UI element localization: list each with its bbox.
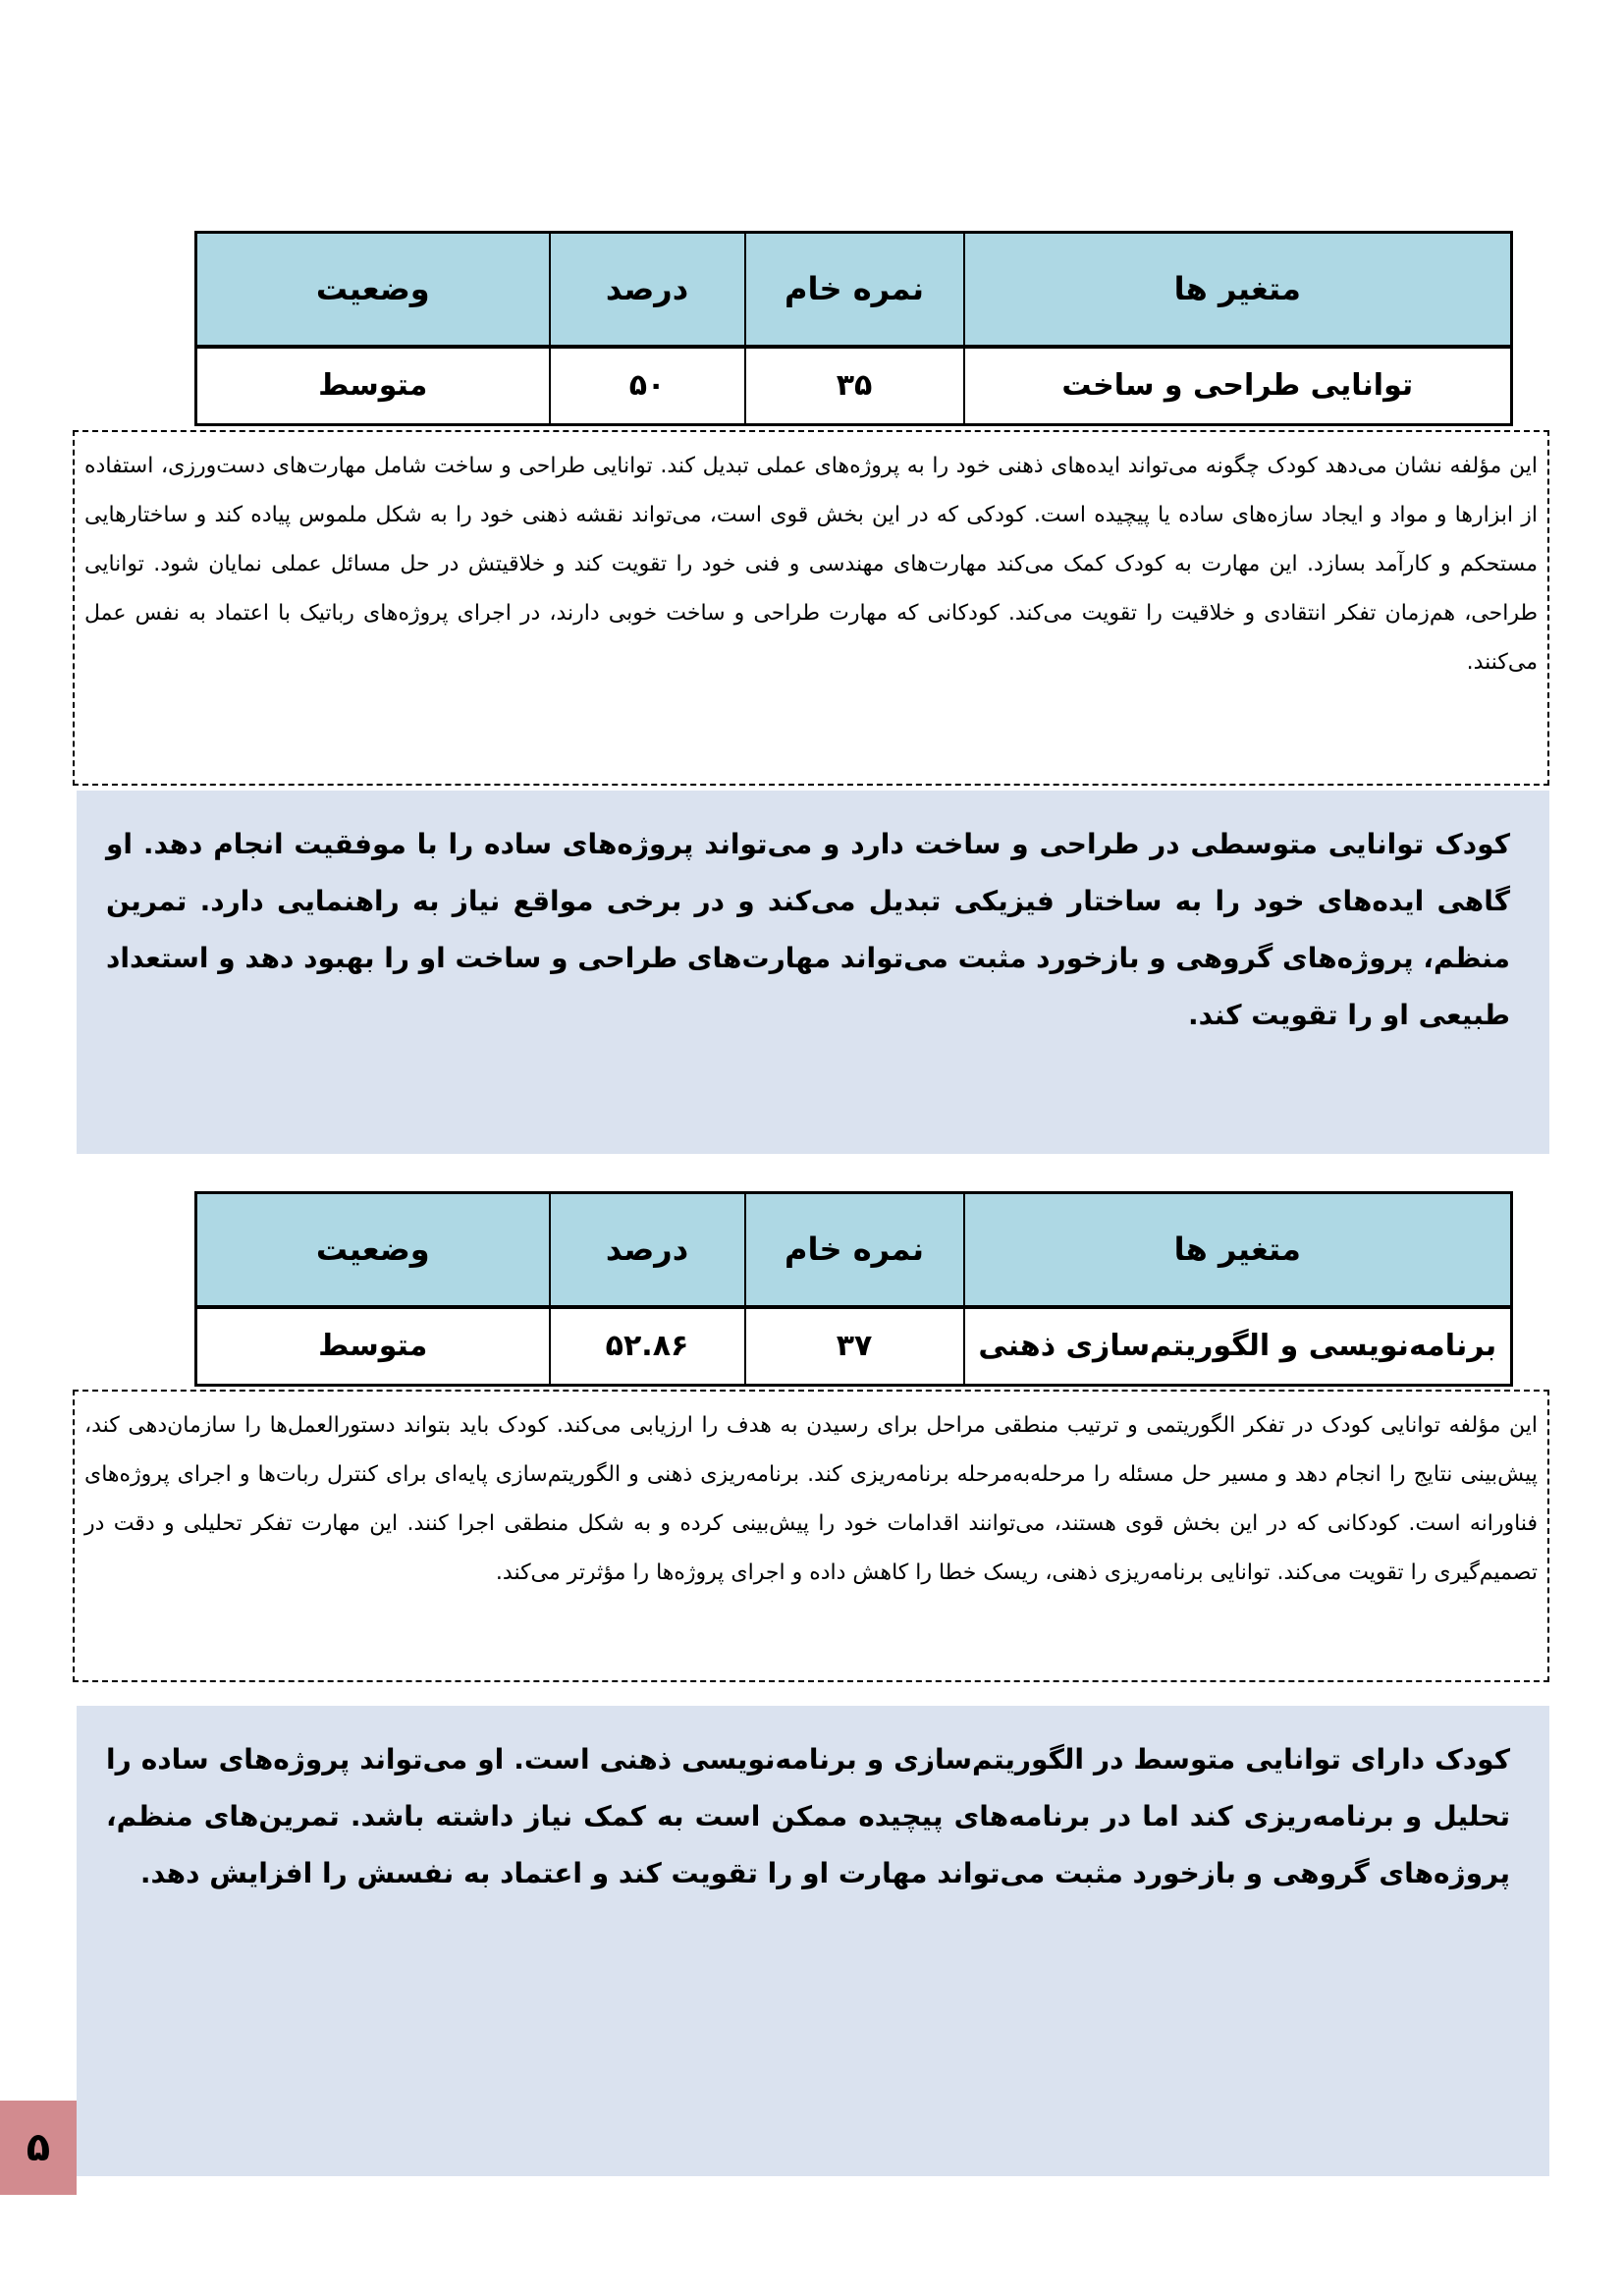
cell-variable: توانایی طراحی و ساخت bbox=[964, 347, 1512, 425]
header-percent: درصد bbox=[550, 1193, 745, 1307]
cell-variable: برنامه‌نویسی و الگوریتم‌سازی ذهنی bbox=[964, 1307, 1512, 1386]
page-number-badge bbox=[0, 2101, 77, 2195]
description-text: این مؤلفه توانایی کودک در تفکر الگوریتمی و ترتیب منطقی مراحل برای رسیدن به هدف را ارزیابی می‌کند. کودک باید بتواند دستورالعمل‌ها را سازمان‌دهی کند، پیش‌بینی نتایج را انجام دهد و مسیر حل مسئله را مرحله‌به‌مرحله برنامه‌ریزی کند. برنامه‌ریزی ذهنی و الگوریتم‌سازی پایه‌ای برای کنترل ربات‌ها و اجرای پروژه‌های فناورانه است. کودکانی که در این بخش قوی هستند، می‌توانند اقدامات خود را پیش‌بینی کرده و به شکل منطقی اجرا کنند. این مهارت تفکر تحلیلی و دقت در تصمیم‌گیری را تقویت می‌کند. توانایی برنامه‌ریزی ذهنی، ریسک خطا را کاهش داده و اجرای پروژه‌ها را مؤثرتر می‌کند. bbox=[84, 1413, 1538, 1585]
header-status: وضعیت bbox=[196, 233, 550, 347]
table-row bbox=[196, 1307, 1512, 1386]
summary-box-programming bbox=[77, 1706, 1549, 2176]
description-text: این مؤلفه نشان می‌دهد کودک چگونه می‌تواند ایده‌های ذهنی خود را به پروژه‌های عملی تبدیل کند. توانایی طراحی و ساخت شامل مهارت‌های دست‌ورزی، استفاده از ابزارها و مواد و ایجاد سازه‌های ساده یا پیچیده است. کودکی که در این بخش قوی است، می‌تواند نقشه ذهنی خود را به شکل ملموس پیاده کند و ساختارهایی مستحکم و کارآمد بسازد. این مهارت به کودک کمک می‌کند مهارت‌های مهندسی و فنی خود را تقویت کند و خلاقیتش در حل مسائل عملی نمایان شود. توانایی طراحی، هم‌زمان تفکر انتقادی و خلاقیت را تقویت می‌کند. کودکانی که مهارت طراحی و ساخت خوبی دارند، در اجرای پروژه‌های رباتیک با اعتماد به نفس عمل می‌کنند. bbox=[84, 454, 1538, 675]
cell-percent: ۵۲.۸۶ bbox=[550, 1307, 745, 1386]
cell-percent: ۵۰ bbox=[550, 347, 745, 425]
summary-box-design-build bbox=[77, 791, 1549, 1154]
table-row bbox=[196, 347, 1512, 425]
table-header-row bbox=[196, 233, 1512, 347]
summary-text: کودک توانایی متوسطی در طراحی و ساخت دارد و می‌تواند پروژه‌های ساده را با موفقیت انجام دهد. او گاهی ایده‌های خود را به ساختار فیزیکی تبدیل می‌کند و در برخی مواقع نیاز به راهنمایی دارد. تمرین منظم، پروژه‌های گروهی و بازخورد مثبت می‌تواند مهارت‌های طراحی و ساخت او را بهبود دهد و استعداد طبیعی او را تقویت کند. bbox=[106, 828, 1510, 1031]
header-raw-score: نمره خام bbox=[745, 233, 964, 347]
header-variables: متغیر ها bbox=[964, 1193, 1512, 1307]
header-raw-score: نمره خام bbox=[745, 1193, 964, 1307]
summary-text: کودک دارای توانایی متوسط در الگوریتم‌سازی و برنامه‌نویسی ذهنی است. او می‌تواند پروژه‌های ساده را تحلیل و برنامه‌ریزی کند اما در برنامه‌های پیچیده ممکن است به کمک نیاز داشته باشد. تمرین‌های منظم، پروژه‌های گروهی و بازخورد مثبت می‌تواند مهارت او را تقویت کند و اعتماد به نفسش را افزایش دهد. bbox=[106, 1743, 1510, 1889]
description-box-programming bbox=[73, 1390, 1549, 1682]
score-table-programming bbox=[194, 1191, 1513, 1387]
description-box-design-build bbox=[73, 430, 1549, 786]
cell-raw-score: ۳۷ bbox=[745, 1307, 964, 1386]
table-header-row bbox=[196, 1193, 1512, 1307]
header-variables: متغیر ها bbox=[964, 233, 1512, 347]
cell-status: متوسط bbox=[196, 1307, 550, 1386]
header-status: وضعیت bbox=[196, 1193, 550, 1307]
page-number: ۵ bbox=[26, 2125, 51, 2170]
cell-raw-score: ۳۵ bbox=[745, 347, 964, 425]
score-table-design-build bbox=[194, 231, 1513, 426]
cell-status: متوسط bbox=[196, 347, 550, 425]
header-percent: درصد bbox=[550, 233, 745, 347]
